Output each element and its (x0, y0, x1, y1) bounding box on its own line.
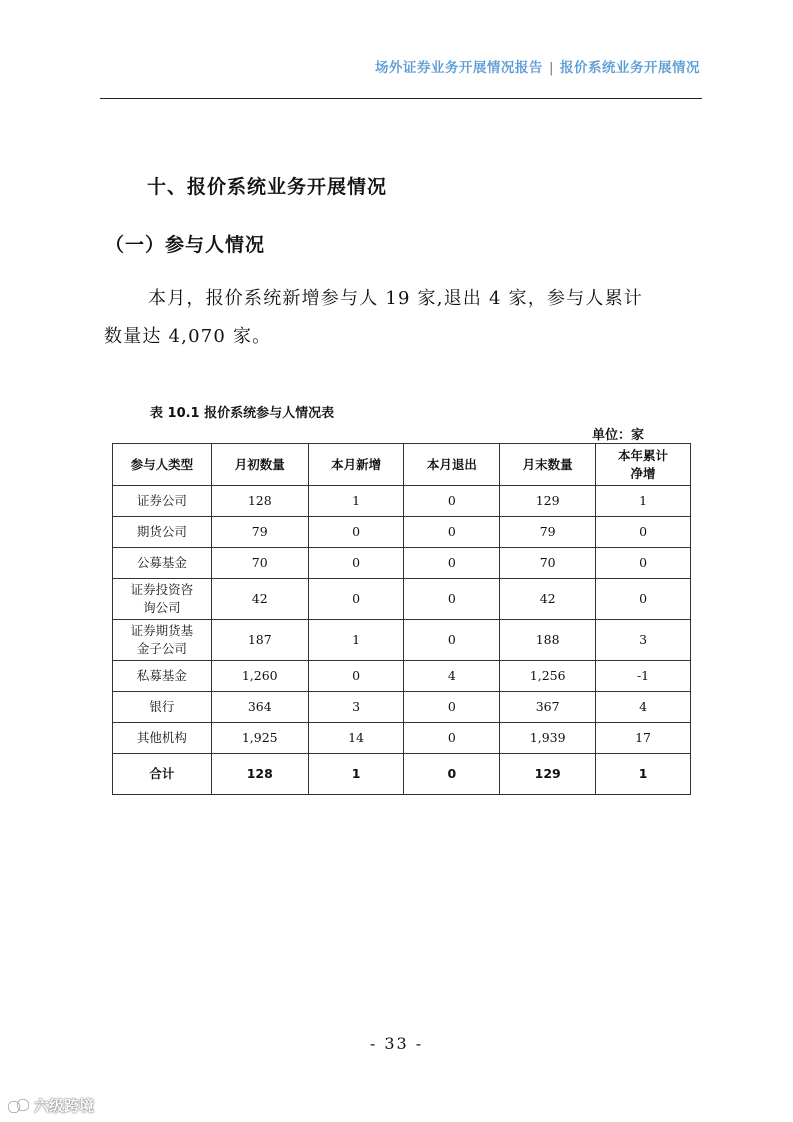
table-total-row (113, 754, 691, 795)
table-cell: 期货公司 (113, 517, 212, 548)
running-header (100, 56, 700, 76)
table-cell: 0 (596, 548, 691, 579)
table-cell: 0 (404, 620, 500, 661)
table-cell: 4 (596, 692, 691, 723)
participants-table (112, 443, 691, 795)
table-row (113, 579, 691, 620)
table-row (113, 486, 691, 517)
table-cell: 0 (308, 579, 404, 620)
table-title: 表 10.1 报价系统参与人情况表 (150, 406, 335, 421)
table-cell: 79 (211, 517, 308, 548)
table-cell: 0 (308, 517, 404, 548)
watermark-logo-icon (8, 1098, 30, 1114)
table-cell: 0 (404, 754, 500, 795)
table-cell: 0 (596, 517, 691, 548)
table-cell: 0 (308, 548, 404, 579)
table-cell: 128 (211, 754, 308, 795)
table-cell: 证券期货基金子公司 (113, 620, 212, 661)
body-paragraph (104, 280, 704, 356)
table-cell: 1 (308, 620, 404, 661)
table-cell: 42 (500, 579, 596, 620)
page-number: - 33 - (369, 1034, 424, 1053)
table-cell: 0 (308, 661, 404, 692)
header-cell: 本月新增 (308, 444, 404, 486)
watermark-text: 六级跨境 (34, 1097, 95, 1115)
table-cell: 3 (308, 692, 404, 723)
section-title: 十、报价系统业务开展情况 (147, 176, 388, 198)
header-rule (100, 98, 702, 99)
header-separator: | (548, 60, 554, 76)
table-cell: 1,925 (211, 723, 308, 754)
table-cell: 3 (596, 620, 691, 661)
table-cell: 1 (308, 754, 404, 795)
watermark (8, 1095, 94, 1116)
table-cell: 1,260 (211, 661, 308, 692)
table-cell: 367 (500, 692, 596, 723)
header-cell: 本月退出 (404, 444, 500, 486)
table-cell: 私募基金 (113, 661, 212, 692)
table-cell: 0 (404, 548, 500, 579)
header-cell: 月末数量 (500, 444, 596, 486)
header-section-title: 报价系统业务开展情况 (560, 60, 700, 76)
table-cell: 银行 (113, 692, 212, 723)
table-row (113, 517, 691, 548)
table-cell: 70 (211, 548, 308, 579)
table-cell: 128 (211, 486, 308, 517)
table-cell: 合计 (113, 754, 212, 795)
table-cell: 1 (596, 754, 691, 795)
table-cell: 0 (404, 517, 500, 548)
table-cell: 129 (500, 754, 596, 795)
table-cell: 公募基金 (113, 548, 212, 579)
table-header-row (113, 444, 691, 486)
table-cell: 1 (596, 486, 691, 517)
header-report-title: 场外证券业务开展情况报告 (374, 60, 543, 76)
table-row (113, 620, 691, 661)
table-cell: 14 (308, 723, 404, 754)
table-cell: 70 (500, 548, 596, 579)
header-cell: 月初数量 (211, 444, 308, 486)
table-row (113, 548, 691, 579)
table-cell: 1,256 (500, 661, 596, 692)
table-cell: 证券公司 (113, 486, 212, 517)
table-cell: 4 (404, 661, 500, 692)
table-cell: 0 (596, 579, 691, 620)
header-cell: 本年累计净增 (596, 444, 691, 486)
table-cell: 187 (211, 620, 308, 661)
table-cell: 1,939 (500, 723, 596, 754)
table-cell: 188 (500, 620, 596, 661)
table-cell: 42 (211, 579, 308, 620)
table-cell: 0 (404, 692, 500, 723)
subsection-title: （一）参与人情况 (105, 234, 266, 256)
table-cell: 79 (500, 517, 596, 548)
paragraph-line-2: 数量达 4,070 家。 (104, 326, 272, 347)
table-row (113, 723, 691, 754)
table-cell: 129 (500, 486, 596, 517)
table-cell: 证券投资咨询公司 (113, 579, 212, 620)
table-cell: -1 (596, 661, 691, 692)
header-cell: 参与人类型 (113, 444, 212, 486)
table-cell: 364 (211, 692, 308, 723)
table-cell: 17 (596, 723, 691, 754)
table-cell: 0 (404, 579, 500, 620)
table-cell: 0 (404, 723, 500, 754)
table-cell: 0 (404, 486, 500, 517)
paragraph-line-1: 本月，报价系统新增参与人 19 家,退出 4 家，参与人累计 (148, 288, 643, 309)
table-cell: 1 (308, 486, 404, 517)
table-row (113, 661, 691, 692)
table-row (113, 692, 691, 723)
table-unit: 单位：家 (592, 428, 645, 443)
table-cell: 其他机构 (113, 723, 212, 754)
